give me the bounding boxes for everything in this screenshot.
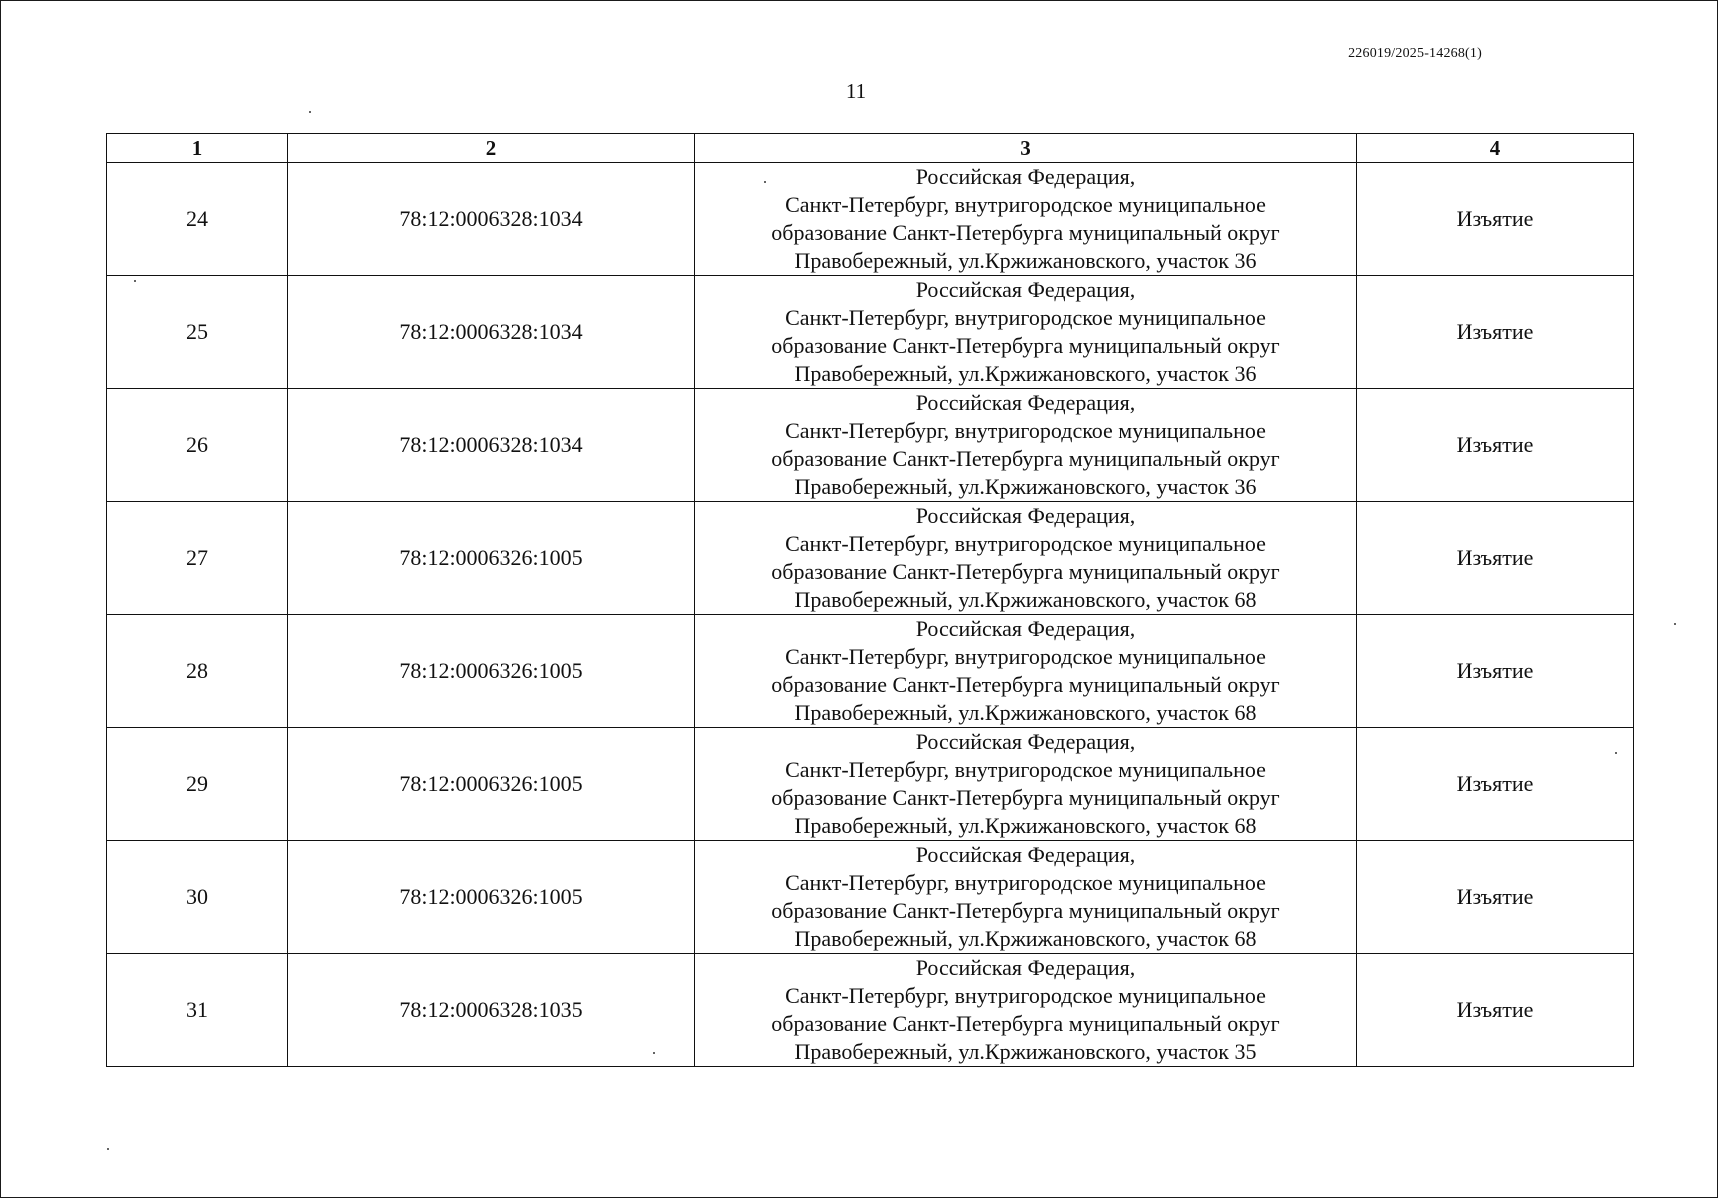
address-line: образование Санкт-Петербурга муниципальный округ [771,559,1280,584]
address-line: образование Санкт-Петербурга муниципальный округ [771,672,1280,697]
address-line: Правобережный, ул.Кржижановского, участок 36 [794,361,1257,386]
action-cell: Изъятие [1357,163,1634,276]
cadastral-number-cell: 78:12:0006326:1005 [288,728,695,841]
address-cell [695,728,1357,841]
address-cell [695,841,1357,954]
address-line: Правобережный, ул.Кржижановского, участок 68 [794,587,1257,612]
table-row [107,841,1634,954]
action-cell: Изъятие [1357,276,1634,389]
column-header-4: 4 [1357,134,1634,163]
scan-speck [134,280,136,282]
address-cell [695,389,1357,502]
document-number: 226019/2025-14268(1) [1348,46,1482,61]
address-line: Санкт-Петербург, внутригородское муниципальное [785,870,1266,895]
address-line: Правобережный, ул.Кржижановского, участок 36 [794,248,1257,273]
address-line: образование Санкт-Петербурга муниципальный округ [771,333,1280,358]
address-line: образование Санкт-Петербурга муниципальный округ [771,1011,1280,1036]
scan-speck [107,1148,109,1150]
cadastral-number-cell: 78:12:0006326:1005 [288,502,695,615]
row-number-cell: 31 [107,954,288,1067]
table-row [107,954,1634,1067]
page-number: 11 [845,79,867,103]
scan-speck [1615,752,1617,754]
action-cell: Изъятие [1357,841,1634,954]
table-body [107,163,1634,1067]
action-cell: Изъятие [1357,728,1634,841]
address-line: Правобережный, ул.Кржижановского, участок 68 [794,700,1257,725]
row-number-cell: 25 [107,276,288,389]
action-cell: Изъятие [1357,502,1634,615]
address-line: образование Санкт-Петербурга муниципальный округ [771,898,1280,923]
address-line: Российская Федерация, [915,842,1136,867]
land-plots-table [106,133,1634,1067]
address-line: Российская Федерация, [915,616,1136,641]
table-row [107,389,1634,502]
cadastral-number-cell: 78:12:0006328:1034 [288,163,695,276]
row-number-cell: 29 [107,728,288,841]
address-line: Правобережный, ул.Кржижановского, участок 35 [794,1039,1257,1064]
address-line: Санкт-Петербург, внутригородское муниципальное [785,757,1266,782]
scan-speck [1674,623,1676,625]
address-line: Правобережный, ул.Кржижановского, участок 68 [794,813,1257,838]
cadastral-number-cell: 78:12:0006328:1034 [288,276,695,389]
address-line: Российская Федерация, [915,277,1136,302]
table-header-row [107,134,1634,163]
cadastral-number-cell: 78:12:0006326:1005 [288,841,695,954]
action-cell: Изъятие [1357,615,1634,728]
scan-speck [309,111,311,113]
action-cell: Изъятие [1357,389,1634,502]
address-line: образование Санкт-Петербурга муниципальный округ [771,220,1280,245]
column-header-1: 1 [107,134,288,163]
cadastral-number-cell: 78:12:0006326:1005 [288,615,695,728]
row-number-cell: 30 [107,841,288,954]
scan-speck [653,1052,655,1054]
scan-speck [764,181,766,183]
address-cell [695,163,1357,276]
address-line: Российская Федерация, [915,164,1136,189]
row-number-cell: 27 [107,502,288,615]
address-line: образование Санкт-Петербурга муниципальный округ [771,446,1280,471]
address-line: Санкт-Петербург, внутригородское муниципальное [785,418,1266,443]
address-line: Правобережный, ул.Кржижановского, участок 68 [794,926,1257,951]
address-line: Санкт-Петербург, внутригородское муниципальное [785,531,1266,556]
table-row [107,728,1634,841]
row-number-cell: 24 [107,163,288,276]
column-header-2: 2 [288,134,695,163]
address-cell [695,276,1357,389]
address-cell [695,954,1357,1067]
cadastral-number-cell: 78:12:0006328:1034 [288,389,695,502]
address-line: Санкт-Петербург, внутригородское муниципальное [785,192,1266,217]
table-row [107,615,1634,728]
address-cell [695,502,1357,615]
table-row [107,502,1634,615]
address-line: Правобережный, ул.Кржижановского, участок 36 [794,474,1257,499]
row-number-cell: 28 [107,615,288,728]
column-header-3: 3 [695,134,1357,163]
address-line: Российская Федерация, [915,729,1136,754]
row-number-cell: 26 [107,389,288,502]
address-line: Российская Федерация, [915,503,1136,528]
address-line: Санкт-Петербург, внутригородское муниципальное [785,983,1266,1008]
table-row [107,276,1634,389]
address-line: Российская Федерация, [915,390,1136,415]
table-row [107,163,1634,276]
address-cell [695,615,1357,728]
action-cell: Изъятие [1357,954,1634,1067]
address-line: образование Санкт-Петербурга муниципальный округ [771,785,1280,810]
address-line: Санкт-Петербург, внутригородское муниципальное [785,644,1266,669]
cadastral-number-cell: 78:12:0006328:1035 [288,954,695,1067]
address-line: Российская Федерация, [915,955,1136,980]
address-line: Санкт-Петербург, внутригородское муниципальное [785,305,1266,330]
